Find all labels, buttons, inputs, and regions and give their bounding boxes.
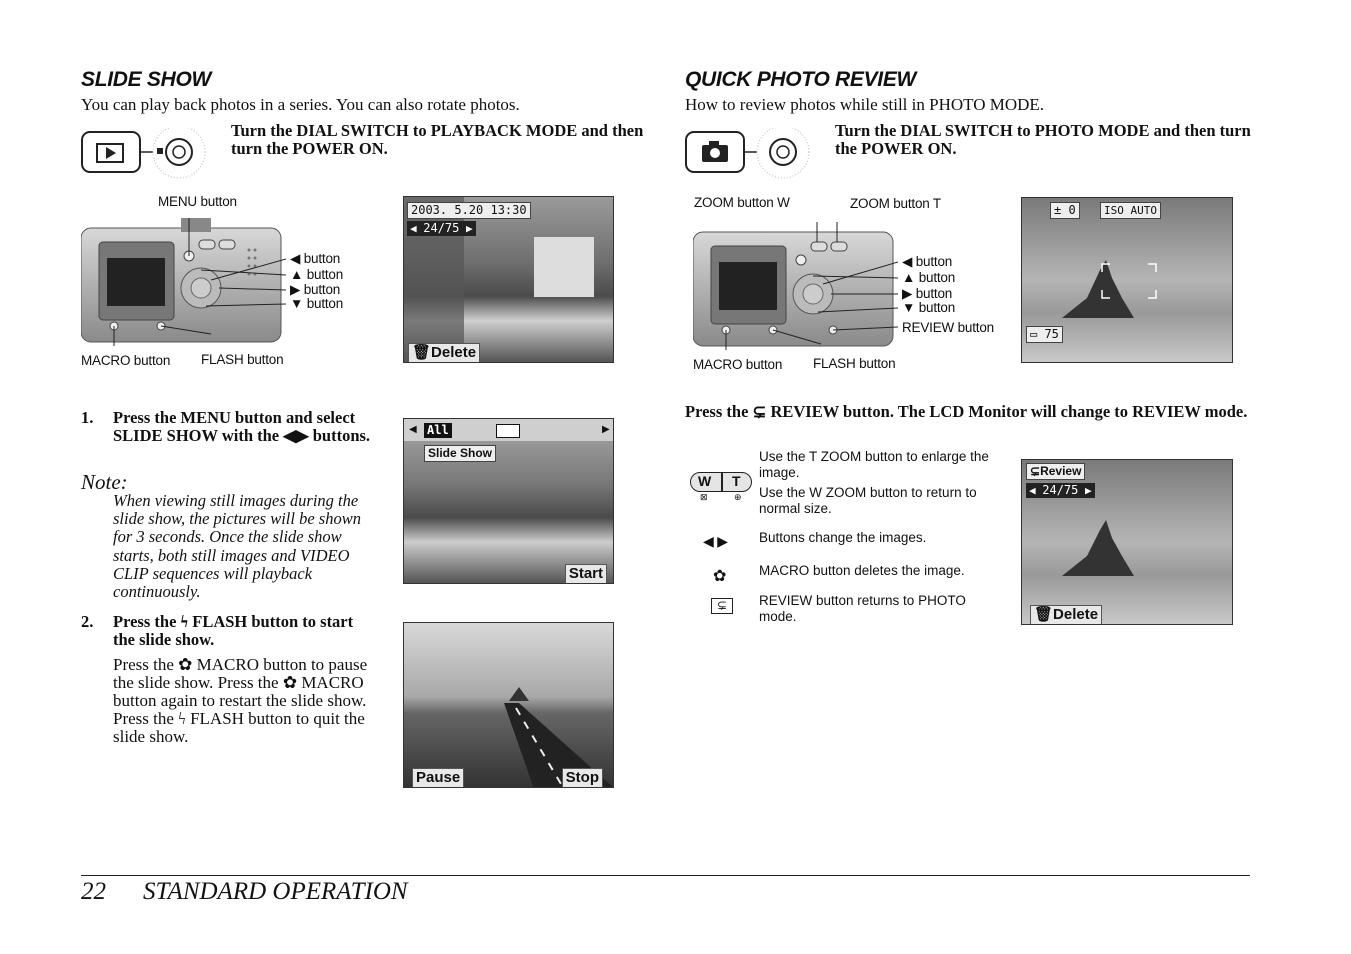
- slide-show-title: SLIDE SHOW: [81, 68, 212, 91]
- quick-review-title: QUICK PHOTO REVIEW: [685, 68, 917, 91]
- zoom-w-label: ZOOM button W: [694, 195, 790, 210]
- ev-indicator: ± 0: [1050, 202, 1080, 219]
- quick-review-intro: How to review photos while still in PHOTO MODE.: [685, 95, 1045, 114]
- zoom-t-label: ZOOM button T: [850, 196, 941, 211]
- down-button-label: ▼ button: [290, 296, 344, 311]
- delete-softkey-review[interactable]: 🗑Delete: [1030, 605, 1102, 625]
- slide-show-intro: You can play back photos in a series. You can also rotate photos.: [81, 95, 520, 114]
- page-number: 22: [81, 878, 106, 905]
- lcd-screen-playback: 2003. 5.20 13:30 ◀ 24/75 ▶ 🗑Delete: [403, 196, 614, 363]
- review-counter: 24/75: [1042, 483, 1079, 497]
- review-icon: ⊊: [711, 598, 733, 614]
- step-2-number: 2.: [81, 612, 94, 631]
- review-legend: REVIEW button returns to PHOTO mode.: [759, 593, 966, 624]
- macro-icon: ✿: [713, 568, 727, 585]
- flash-button-label-review: FLASH button: [813, 356, 896, 371]
- note-body: When viewing still images during the slide show, the pictures will be shown for 3 seconds. Once the slide show starts, both still images and VIDEO CLIP sequences will playback continuously.: [113, 491, 361, 602]
- playback-dial-graphic: [81, 128, 209, 180]
- step-2-body: Press the ✿ MACRO button to pause the slide show. Press the ✿ MACRO button again to restart the slide show. Press the ϟ FLASH button to quit the slide show.: [113, 655, 368, 746]
- start-softkey[interactable]: Start: [565, 564, 607, 584]
- photo-dial-instruction: Turn the DIAL SWITCH to PHOTO MODE and then turn the POWER ON.: [835, 121, 1251, 158]
- zoom-t-key: T: [732, 473, 741, 489]
- lcd-screen-slide-show-menu: ◀ ▶ All Slide Show Start: [403, 418, 614, 584]
- iso-indicator: ISO AUTO: [1100, 202, 1161, 219]
- note-label: Note:: [81, 470, 128, 494]
- up-button-label: ▲ button: [290, 267, 344, 282]
- arrow-buttons-icon: ◀ ▶: [703, 535, 729, 550]
- macro-button-label-review: MACRO button: [693, 357, 783, 372]
- left-button-label: ◀ button: [290, 251, 341, 266]
- left-button-label-review: ◀ button: [902, 254, 953, 269]
- lcd-screen-slide-show-running: [403, 622, 614, 788]
- review-label: ⊊Review: [1026, 463, 1085, 480]
- lcd-screen-review-mode: ⊊Review ◀ 24/75 ▶ 🗑Delete: [1021, 459, 1233, 625]
- flash-button-label: FLASH button: [201, 352, 284, 367]
- pause-softkey[interactable]: Pause: [412, 768, 464, 788]
- macro-legend: MACRO button deletes the image.: [759, 563, 965, 578]
- zoom-w-key: W: [698, 473, 712, 489]
- lcd-screen-photo-mode: [1021, 197, 1233, 363]
- zoom-rocker-icon: W T ⊠ ⊕: [690, 472, 752, 504]
- macro-button-label: MACRO button: [81, 353, 171, 368]
- playback-dial-instruction: Turn the DIAL SWITCH to PLAYBACK MODE and then turn the POWER ON.: [231, 121, 644, 158]
- camera-back-diagram-review: [693, 222, 898, 350]
- camera-back-diagram: [81, 218, 286, 346]
- right-button-label: ▶ button: [290, 282, 341, 297]
- shots-remaining: ▭ 75: [1026, 326, 1063, 343]
- lcd-counter: 24/75: [423, 221, 460, 235]
- step-2-text: Press the ϟ FLASH button to start the slide show.: [113, 612, 354, 649]
- zoom-t-legend: Use the T ZOOM button to enlarge the image.: [759, 449, 989, 480]
- section-name: STANDARD OPERATION: [143, 878, 408, 905]
- photo-dial-graphic: [685, 128, 813, 180]
- list-icon[interactable]: [496, 424, 520, 438]
- down-button-label-review: ▼ button: [902, 300, 956, 315]
- press-review-instruction: Press the ⊊ REVIEW button. The LCD Monitor will change to REVIEW mode.: [685, 402, 1248, 421]
- all-option[interactable]: All: [424, 423, 452, 438]
- menu-button-label: MENU button: [158, 194, 237, 209]
- arrows-legend: Buttons change the images.: [759, 530, 927, 545]
- zoom-w-legend: Use the W ZOOM button to return to normal size.: [759, 485, 977, 516]
- delete-softkey[interactable]: 🗑Delete: [408, 343, 480, 363]
- up-button-label-review: ▲ button: [902, 270, 956, 285]
- right-button-label-review: ▶ button: [902, 286, 953, 301]
- slide-show-option[interactable]: Slide Show: [424, 445, 496, 462]
- step-1-number: 1.: [81, 408, 94, 427]
- step-1-text: Press the MENU button and select SLIDE SHOW with the ◀▶ buttons.: [113, 408, 371, 445]
- lcd-datetime: 2003. 5.20 13:30: [407, 202, 531, 219]
- footer-rule: [81, 875, 1250, 876]
- stop-softkey[interactable]: Stop: [562, 768, 603, 788]
- review-button-label: REVIEW button: [902, 320, 994, 335]
